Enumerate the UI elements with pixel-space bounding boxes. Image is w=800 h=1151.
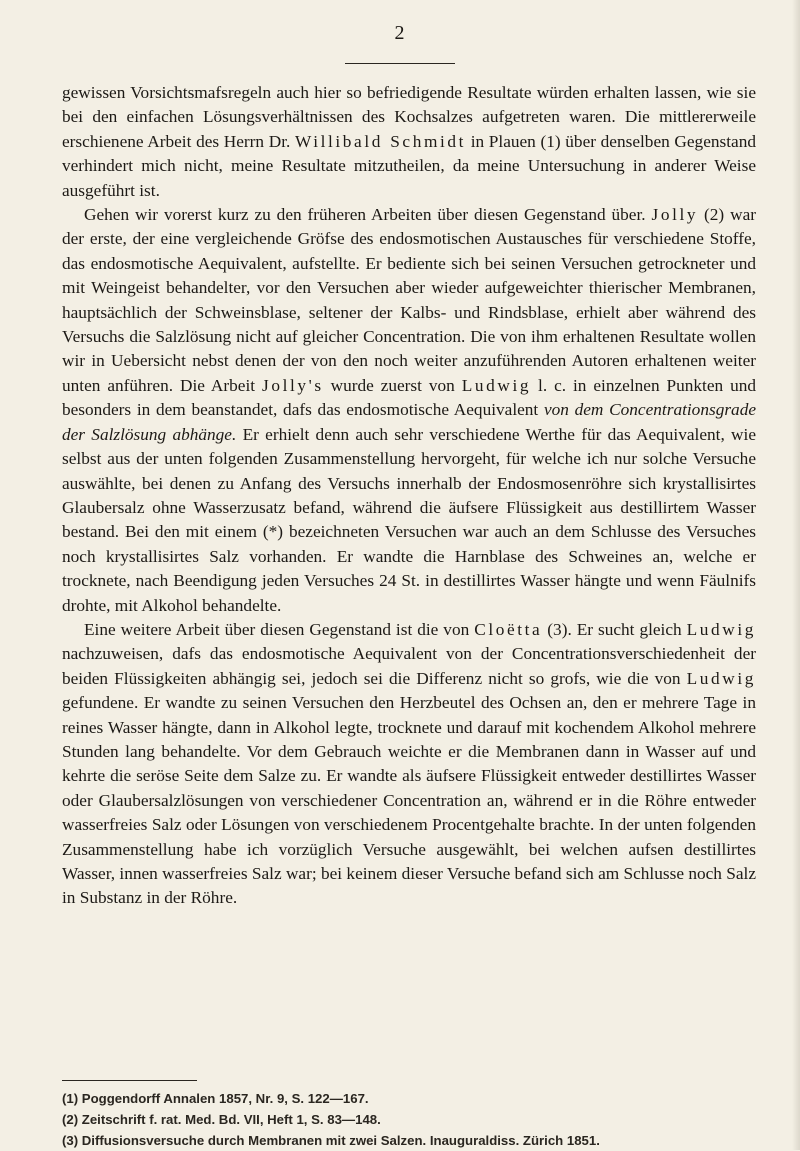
paragraph	[62, 618, 756, 911]
body-text	[62, 81, 756, 911]
text-run: nachzuweisen, dafs das endosmotische Aequivalent von der Concentrationsverschiedenheit der beiden Flüssigkeiten abhängig sei, jedoch sei die Differenz nicht so grofs, wie die von	[62, 644, 756, 688]
text-run: Eine weitere Arbeit über diesen Gegenstand ist die von	[84, 619, 475, 639]
author-name: Ludwig	[686, 668, 756, 688]
footnotes	[62, 1088, 756, 1151]
text-run: l. c. in einzelnen Punkten und besonders in dem beanstandet, dafs das endosmotische Aequivalent	[62, 375, 757, 420]
text-run: Er erhielt denn auch sehr verschiedene Werthe für das Aequivalent, wie selbst aus der unten folgenden Zusammenstellung hervorgeht, für welche ich nur solche Versuche auswählte, bei denen zu Anfang des Versuchs innerhalb der Endosmosenröhre sich krystallisirtes Glaubersalz ohne Wasserzusatz befand, während die äufsere Flüssigkeit aus destillirtem Wasser bestand. Bei den mit einem (*) bezeichneten Versuchen war auch an dem Schlusse des Versuches noch krystallisirtes Salz vorhanden. Er wandte die Harnblase des Schweines an, welche er trocknete, nach Beendigung jeden Versuches 24 St. in destillirtes Wasser hängte und wenn Fäulnifs drohte, mit Alkohol behandelte.	[62, 424, 756, 615]
author-name: Willibald Schmidt	[294, 131, 467, 151]
author-name: Jolly's	[262, 375, 324, 395]
header-rule	[345, 63, 455, 64]
paragraph	[62, 81, 756, 203]
author-name: Jolly	[651, 205, 699, 225]
author-name: Cloëtta	[474, 619, 543, 639]
text-run: (3). Er sucht gleich	[542, 619, 687, 639]
text-run: gewissen Vorsichtsmafsregeln auch hier so befriedigende Resultate würden erhalten lassen, wie sie bei den einfachen Lösungsverhältnissen des Kochsalzes aufgetreten waren. Die mittlererweile erschienene Arbeit des Herrn Dr.	[62, 83, 756, 151]
text-run: (2) war der erste, der eine vergleichende Gröfse des endosmotischen Austausches für verschiedene Stoffe, das endosmotische Aequivalent, aufstellte. Er bediente sich bei seinen Versuchen getrockneter und mit Weingeist behandelter, vor den Versuchen aber wieder aufgeweichter thierischer Membranen, hauptsächlich der Schweinsblase, seltener der Kalbs- und Rindsblase, erhielt aber während des Versuchs die Salzlösung nicht auf gleicher Concentration. Die von ihm erhaltenen Resultate wollen wir in Uebersicht nebst denen der von den noch weiter anzuführenden Autoren erhaltenen weiter unten anführen. Die Arbeit	[62, 205, 756, 395]
text-run: in Plauen (1) über denselben Gegenstand verhindert mich nicht, meine Resultate mitzutheilen, da meine Untersuchung in anderer Weise ausgeführt ist.	[62, 131, 756, 200]
author-name: Ludwig	[461, 375, 532, 395]
text-run: gefundene. Er wandte zu seinen Versuchen den Herzbeutel des Ochsen an, den er mehrere Tage in reines Wasser hängte, dann in Alkohol legte, trocknete und darauf mit kochendem Alkohol mehrere Stunden lang behandelte. Vor dem Gebrauch weichte er die Membranen dann in Wasser auf und kehrte die seröse Seite dem Salze zu. Er wandte als äufsere Flüssigkeit entweder destillirtes Wasser oder Glaubersalzlösungen von verschiedener Concentration an, während er in die Röhre entweder wasserfreies Salz oder Lösungen von verschiedenem Procentgehalte brachte. In der unten folgenden Zusammenstellung habe ich vorzüglich Versuche ausgewählt, bei welchen aufsen destillirtes Wasser, innen wasserfreies Salz war; bei keinem dieser Versuche befand sich am Schlusse noch Salz in Substanz in der Röhre.	[62, 693, 756, 908]
text-run: wurde zuerst von	[323, 375, 462, 395]
emphasis-text: von dem Concentrationsgrade der Salzlösung abhänge.	[62, 400, 757, 444]
paragraph	[62, 203, 756, 618]
page-number: 2	[394, 22, 406, 44]
text-run: Gehen wir vorerst kurz zu den früheren Arbeiten über diesen Gegenstand über.	[84, 205, 652, 225]
footnote-rule	[62, 1080, 197, 1081]
footnote: (1) Poggendorff Annalen 1857, Nr. 9, S. 122—167.	[62, 1091, 369, 1106]
footnote: (2) Zeitschrift f. rat. Med. Bd. VII, Heft 1, S. 83—148.	[62, 1112, 381, 1127]
footnote: (3) Diffusionsversuche durch Membranen mit zwei Salzen. Inauguraldiss. Zürich 1851.	[62, 1133, 600, 1148]
author-name: Ludwig	[686, 619, 756, 639]
page-edge-shadow	[792, 0, 800, 1150]
